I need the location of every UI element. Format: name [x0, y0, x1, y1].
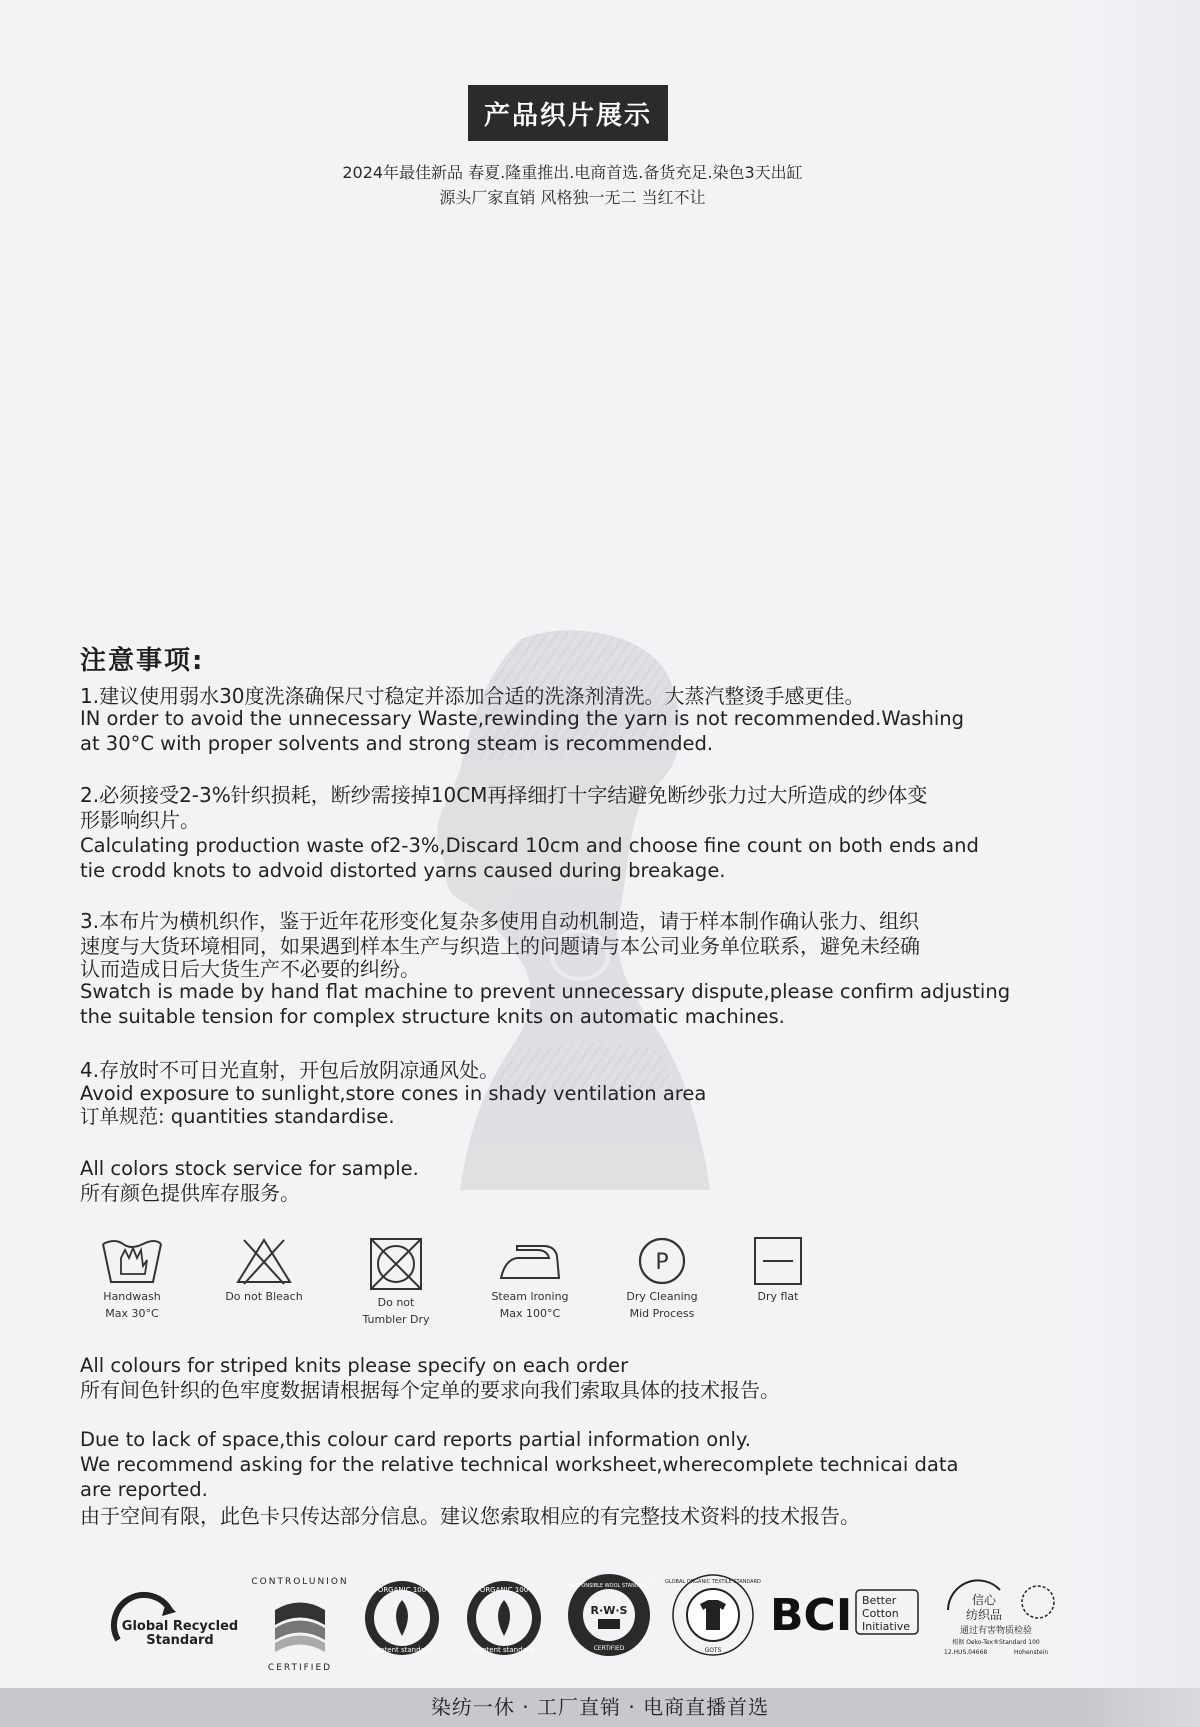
bci-mark: BCI	[770, 1590, 853, 1641]
note-2-zh-line-2: 形影响织片。	[80, 808, 200, 832]
care-item-handwash	[82, 1236, 182, 1320]
care-item-dry-flat	[728, 1236, 828, 1303]
bci-text-3: Initiative	[862, 1620, 911, 1633]
bci-text-1: Better	[862, 1594, 897, 1607]
striped-knits-zh: 所有间色针织的色牢度数据请根据每个定单的要求向我们索取具体的技术报告。	[80, 1378, 780, 1402]
note-1-zh: 1.建议使用弱水30度洗涤确保尺寸稳定并添加合适的洗涤剂清洗。大蒸汽整烫手感更佳。	[80, 684, 865, 708]
subtitle-line-2: 源头厂家直销 风格独一无二 当红不让	[439, 188, 706, 207]
organic-bottom: content standard	[371, 1646, 433, 1654]
oeko-text-2: 纺织品	[965, 1608, 1003, 1622]
organic-100-logo-2	[464, 1578, 544, 1658]
note-3-en-line-2: the suitable tension for complex structure knits on automatic machines.	[80, 1005, 785, 1028]
space-note-zh: 由于空间有限，此色卡只传达部分信息。建议您索取相应的有完整技术资料的技术报告。	[80, 1504, 860, 1528]
grs-text-2: Standard	[146, 1633, 214, 1648]
care-label-line-2: Max 30°C	[105, 1307, 159, 1320]
bci-logo	[770, 1584, 920, 1644]
note-2-en-line-2: tie crodd knots to advoid distorted yarns caused during breakage.	[80, 859, 726, 882]
global-recycled-standard-logo	[100, 1580, 240, 1670]
gots-logo	[665, 1572, 761, 1658]
space-note-line-1: Due to lack of space,this colour card reports partial information only.	[80, 1428, 751, 1451]
gots-bottom: GOTS	[704, 1647, 722, 1654]
note-3-zh-line-3: 认而造成日后大货生产不必要的纠纷。	[80, 957, 420, 981]
care-icons-row	[82, 1236, 842, 1326]
do-not-tumble-dry-icon	[368, 1236, 424, 1292]
dry-clean-symbol: P	[655, 1250, 669, 1275]
note-2-en-line-1: Calculating production waste of2-3%,Discard 10cm and choose fine count on both ends and	[80, 834, 979, 857]
care-label-line-1: Dry flat	[757, 1290, 799, 1303]
care-label-line-2: Tumbler Dry	[362, 1313, 430, 1326]
care-item-tumble-dry	[346, 1236, 446, 1326]
oeko-tex-logo	[940, 1580, 1060, 1670]
space-note-line-2: We recommend asking for the relative technical worksheet,wherecomplete technicai data	[80, 1453, 959, 1476]
control-union-bottom: CERTIFIED	[267, 1663, 333, 1673]
rws-bottom: CERTIFIED	[593, 1645, 625, 1652]
handwash-icon	[99, 1236, 165, 1286]
care-label-line-2: Max 100°C	[499, 1307, 561, 1320]
care-label-line-1: Do not	[377, 1296, 415, 1309]
dry-clean-p-icon	[635, 1236, 689, 1286]
oeko-text-3: 通过有害物质检验	[959, 1626, 1033, 1636]
control-union-logo	[251, 1570, 349, 1680]
space-note-line-3: are reported.	[80, 1478, 208, 1501]
organic-top: ORGANIC 100	[479, 1586, 529, 1594]
control-union-top: CONTROLUNION	[251, 1577, 349, 1587]
page-edge-shade	[1080, 0, 1200, 1727]
stock-service-en: All colors stock service for sample.	[80, 1157, 419, 1180]
care-label-line-2: Mid Process	[629, 1307, 695, 1320]
care-label-line-1: Dry Cleaning	[626, 1290, 698, 1303]
rws-logo	[566, 1572, 652, 1658]
organic-top: ORGANIC 100	[377, 1586, 427, 1594]
oeko-text-6: Hohenstein	[1014, 1649, 1049, 1656]
stock-service-zh: 所有颜色提供库存服务。	[80, 1181, 300, 1205]
care-label-line-1: Handwash	[103, 1290, 161, 1303]
oeko-text-5: 12.HUS.04668	[944, 1649, 988, 1656]
steam-iron-icon	[497, 1236, 563, 1286]
care-item-bleach	[214, 1236, 314, 1303]
care-label-line-1: Steam lroning	[491, 1290, 569, 1303]
certification-logos	[100, 1570, 1060, 1680]
striped-knits-en: All colours for striped knits please specify on each order	[80, 1354, 629, 1377]
note-4-en: Avoid exposure to sunlight,store cones in shady ventilation area	[80, 1082, 707, 1105]
gots-top: GLOBAL ORGANIC TEXTILE STANDARD	[665, 1579, 761, 1585]
oeko-text-4: 根据 Oeko-Tex®Standard 100	[952, 1639, 1040, 1646]
rws-top: RESPONSIBLE WOOL STANDARD	[568, 1583, 650, 1589]
page-title: 产品织片展示	[468, 85, 668, 141]
note-3-en-line-1: Swatch is made by hand flat machine to prevent unnecessary dispute,please confirm adjusting	[80, 980, 1011, 1003]
rws-mid: R·W·S	[590, 1604, 628, 1617]
note-2-zh-line-1: 2.必须接受2-3%针织损耗，断纱需接掉10CM再择细打十字结避免断纱张力过大所造成的纱体变	[80, 783, 928, 807]
care-label-line-1: Do not Bleach	[225, 1290, 303, 1303]
do-not-bleach-icon	[234, 1236, 294, 1286]
note-1-en-line-1: IN order to avoid the unnecessary Waste,rewinding the yarn is not recommended.Washing	[80, 707, 964, 730]
subtitle-line-1: 2024年最佳新品 春夏.隆重推出.电商首选.备货充足.染色3天出缸	[342, 163, 803, 182]
grs-text-1: Global Recycled	[121, 1619, 239, 1634]
oeko-text-1: 信心	[971, 1593, 997, 1607]
note-4-zh: 4.存放时不可日光直射，开包后放阴凉通风处。	[80, 1058, 500, 1082]
organic-100-logo	[362, 1578, 442, 1658]
note-3-zh-line-1: 3.本布片为横机织作，鉴于近年花形变化复杂多使用自动机制造，请于样本制作确认张力、组织	[80, 909, 920, 933]
care-item-dry-clean	[612, 1236, 712, 1320]
care-item-steam-iron	[480, 1236, 580, 1320]
bci-text-2: Cotton	[862, 1607, 899, 1620]
dry-flat-icon	[751, 1236, 805, 1286]
notes-heading: 注意事项:	[80, 646, 205, 676]
organic-bottom: content standard	[473, 1646, 535, 1654]
order-standard-text: 订单规范: quantities standardise.	[80, 1105, 395, 1128]
note-1-en-line-2: at 30°C with proper solvents and strong steam is recommended.	[80, 732, 714, 755]
note-3-zh-line-2: 速度与大货环境相同，如果遇到样本生产与织造上的问题请与本公司业务单位联系，避免未经确	[80, 934, 920, 958]
footer-slogan: 染纺一休 · 工厂直销 · 电商直播首选	[430, 1695, 770, 1719]
